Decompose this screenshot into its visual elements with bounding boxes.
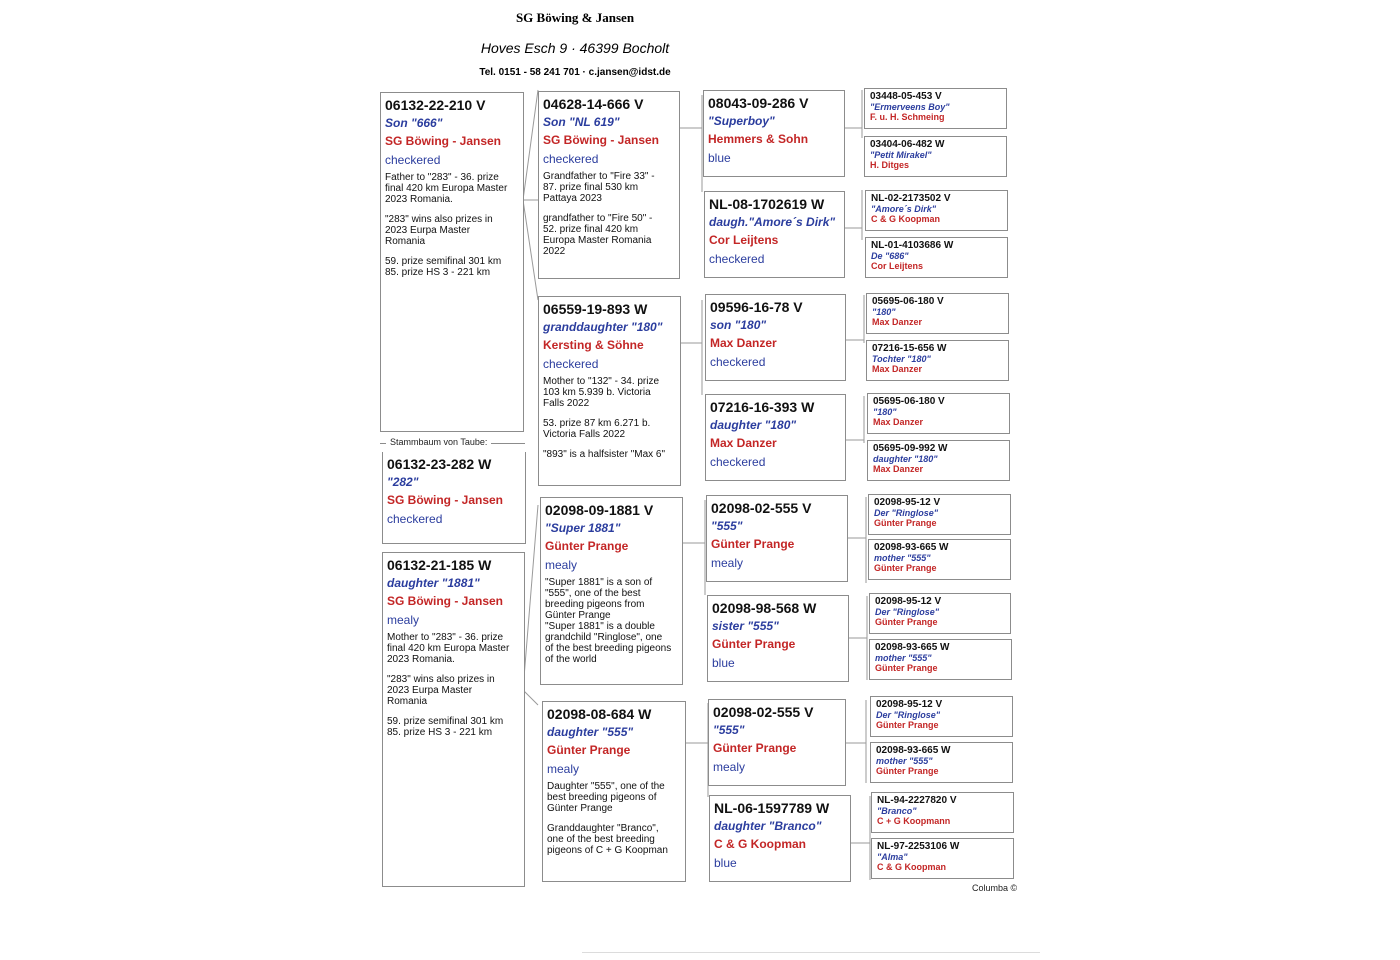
ring-number: 05695-06-180 V [872, 296, 944, 307]
pigeon-name: "Ermerveens Boy" [870, 102, 950, 112]
breeder-name: C & G Koopman [877, 862, 946, 872]
breeder-name: Günter Prange [874, 563, 937, 573]
ring-number: NL-97-2253106 W [877, 841, 960, 852]
pigeon-name: granddaughter "180" [543, 320, 663, 334]
pigeon-color: mealy [711, 556, 744, 570]
gg-grandparent-card [868, 494, 1011, 535]
breeder-name: SG Böwing - Jansen [387, 493, 504, 507]
breeder-name: C & G Koopman [714, 837, 806, 851]
note: 53. prize 87 km 6.271 b. Victoria Falls 2022 [543, 418, 651, 440]
breeder-name: Max Danzer [873, 464, 924, 474]
breeder-name: Max Danzer [872, 317, 923, 327]
note: "893" is a halfsister "Max 6" [543, 449, 666, 460]
breeder-name: Günter Prange [545, 539, 629, 553]
pigeon-color: mealy [713, 760, 746, 774]
ring-number: NL-06-1597789 W [714, 800, 830, 816]
pigeon-name: "180" [872, 307, 896, 317]
breeder-name: Cor Leijtens [709, 233, 779, 247]
breeder-header-address: Hoves Esch 9 · 46399 Bocholt [480, 40, 670, 56]
ring-number: 03404-06-482 W [870, 139, 945, 150]
pigeon-color: checkered [543, 152, 599, 166]
breeder-name: SG Böwing - Jansen [543, 133, 660, 147]
pigeon-color: mealy [387, 613, 420, 627]
great-grandparent-card [706, 495, 848, 582]
breeder-name: Günter Prange [876, 720, 939, 730]
father-card [380, 92, 524, 432]
ring-number: 03448-05-453 V [870, 91, 942, 102]
breeder-name: H. Ditges [870, 160, 910, 170]
great-grandparent-card [709, 795, 851, 882]
ring-number: 02098-93-665 W [875, 642, 950, 653]
great-grandparent-card [705, 294, 846, 381]
ring-number: 08043-09-286 V [708, 95, 809, 111]
pigeon-name: Der "Ringlose" [875, 607, 940, 617]
pigeon-name: "Superboy" [708, 114, 775, 128]
great-grandparent-card [708, 699, 846, 786]
pigeon-color: checkered [709, 252, 765, 266]
pigeon-color: mealy [545, 558, 578, 572]
pigeon-name: De "686" [871, 251, 909, 261]
grandparent-card [542, 701, 686, 882]
breeder-name: Günter Prange [712, 637, 796, 651]
gg-grandparent-card [864, 136, 1007, 177]
gg-grandparent-card [870, 696, 1013, 737]
notes [543, 376, 676, 460]
great-grandparent-card [704, 191, 845, 278]
pigeon-name: Der "Ringlose" [874, 508, 939, 518]
breeder-name: C & G Koopman [871, 214, 940, 224]
gg-grandparent-card [871, 838, 1014, 879]
pigeon-name: daugh."Amore´s Dirk" [709, 215, 836, 229]
gg-grandparent-card [871, 792, 1014, 833]
gg-grandparent-card [866, 340, 1009, 381]
pigeon-name: "Alma" [877, 852, 908, 862]
ring-number: NL-08-1702619 W [709, 196, 825, 212]
breeder-name: Max Danzer [710, 436, 777, 450]
ring-number: 02098-95-12 V [876, 699, 943, 710]
pigeon-name: "555" [711, 519, 743, 533]
note: Father to "283" - 36. prize final 420 km Europa Master 2023 Romania. [385, 172, 508, 205]
pigeon-name: "Branco" [877, 806, 917, 816]
note: 59. prize semifinal 301 km 85. prize HS 3 - 221 km [385, 256, 502, 278]
ring-number: NL-94-2227820 V [877, 795, 957, 806]
gg-grandparent-card [865, 237, 1008, 278]
pigeon-color: blue [708, 151, 731, 165]
ring-number: 02098-95-12 V [875, 596, 942, 607]
note: "283" wins also prizes in 2023 Eurpa Master Romania [385, 214, 493, 247]
breeder-name: Günter Prange [875, 617, 938, 627]
gg-grandparent-card [866, 293, 1009, 334]
breeder-header-name: SG Böwing & Jansen [515, 10, 635, 25]
pigeon-name: "Petit Mirakel" [870, 150, 932, 160]
grandparent-card [540, 497, 683, 685]
pigeon-name: mother "555" [875, 653, 932, 663]
pigeon-name: daughter "Branco" [714, 819, 822, 833]
pigeon-name: mother "555" [876, 756, 933, 766]
pigeon-name: "Super 1881" [545, 521, 621, 535]
breeder-name: Günter Prange [713, 741, 797, 755]
pigeon-color: blue [712, 656, 735, 670]
ring-number: 09596-16-78 V [710, 299, 803, 315]
note: "Super 1881" is a son of "555", one of the best breeding pigeons from Günter Prange "Super 1881" is a double grandchild "Ringlose", one of the best breeding pigeons of the world [545, 577, 672, 665]
note: 59. prize semifinal 301 km 85. prize HS 3 - 221 km [387, 716, 504, 738]
grandparent-card [538, 91, 680, 279]
ring-number: 02098-09-1881 V [545, 502, 654, 518]
ring-number: NL-01-4103686 W [871, 240, 954, 251]
note: Granddaughter "Branco", one of the best breeding pigeons of C + G Koopman [547, 823, 668, 856]
notes [387, 632, 520, 738]
ring-number: 02098-95-12 V [874, 497, 941, 508]
pigeon-name: "282" [387, 475, 419, 489]
pigeon-color: checkered [387, 512, 443, 526]
ring-number: 05695-06-180 V [873, 396, 945, 407]
breeder-name: Max Danzer [872, 364, 923, 374]
page-bottom-rule [582, 952, 1040, 953]
pigeon-name: daughter "555" [547, 725, 634, 739]
gg-grandparent-card [868, 539, 1011, 580]
pigeon-name: daughter "180" [710, 418, 797, 432]
notes [543, 171, 675, 257]
great-grandparent-card [707, 595, 849, 682]
breeder-name: Kersting & Söhne [543, 338, 644, 352]
ring-number: 02098-93-665 W [876, 745, 951, 756]
ring-number: 02098-02-555 V [711, 500, 812, 516]
ring-number: 02098-93-665 W [874, 542, 949, 553]
gg-grandparent-card [870, 742, 1013, 783]
notes [385, 172, 519, 278]
pigeon-color: checkered [543, 357, 599, 371]
gg-grandparent-card [864, 88, 1007, 129]
note: Daughter "555", one of the best breeding pigeons of Günter Prange [547, 781, 665, 814]
pigeon-color: mealy [547, 762, 580, 776]
breeder-name: Günter Prange [874, 518, 937, 528]
pigeon-name: daughter "1881" [387, 576, 480, 590]
grandparent-card [538, 296, 681, 486]
pigeon-color: checkered [710, 355, 766, 369]
breeder-header-contact: Tel. 0151 - 58 241 701 · c.jansen@idst.de [479, 67, 671, 78]
pedigree-label: Stammbaum von Taube: [386, 437, 491, 447]
ring-number: 07216-16-393 W [710, 399, 815, 415]
pigeon-name: Son "666" [385, 116, 443, 130]
breeder-name: Max Danzer [710, 336, 777, 350]
pigeon-name: Der "Ringlose" [876, 710, 941, 720]
pigeon-color: checkered [385, 153, 441, 167]
breeder-name: Günter Prange [875, 663, 938, 673]
note: Grandfather to "Fire 33" - 87. prize final 530 km Pattaya 2023 [543, 171, 655, 204]
ring-number: 06132-21-185 W [387, 557, 492, 573]
pigeon-name: "180" [873, 407, 897, 417]
gg-grandparent-card [867, 440, 1010, 481]
breeder-name: F. u. H. Schmeing [870, 112, 945, 122]
subject-pigeon-card [382, 452, 526, 544]
gg-grandparent-card [869, 639, 1012, 680]
pigeon-color: blue [714, 856, 737, 870]
ring-number: 05695-09-992 W [873, 443, 948, 454]
note: "283" wins also prizes in 2023 Eurpa Master Romania [387, 674, 495, 707]
gg-grandparent-card [869, 593, 1011, 634]
ring-number: 02098-08-684 W [547, 706, 652, 722]
ring-number: 02098-02-555 V [713, 704, 814, 720]
breeder-name: Max Danzer [873, 417, 924, 427]
breeder-name: Hemmers & Sohn [708, 132, 809, 146]
note: Mother to "283" - 36. prize final 420 km Europa Master 2023 Romania. [387, 632, 510, 665]
copyright-footer: Columba © [972, 883, 1018, 893]
ring-number: 06559-19-893 W [543, 301, 648, 317]
ring-number: 06132-22-210 V [385, 97, 486, 113]
pigeon-name: daughter "180" [873, 454, 938, 464]
gg-grandparent-card [865, 190, 1008, 231]
breeder-name: Cor Leijtens [871, 261, 924, 271]
pigeon-name: Tochter "180" [872, 354, 931, 364]
ring-number: NL-02-2173502 V [871, 193, 951, 204]
ring-number: 02098-98-568 W [712, 600, 817, 616]
breeder-name: SG Böwing - Jansen [387, 594, 504, 608]
breeder-name: Günter Prange [876, 766, 939, 776]
ring-number: 07216-15-656 W [872, 343, 947, 354]
notes [547, 781, 681, 856]
gg-grandparent-card [867, 393, 1010, 434]
great-grandparent-card [705, 394, 846, 481]
pigeon-name: son "180" [710, 318, 767, 332]
great-grandparent-card [703, 90, 845, 177]
breeder-name: Günter Prange [711, 537, 795, 551]
note: grandfather to "Fire 50" - 52. prize final 420 km Europa Master Romania 2022 [543, 213, 653, 257]
notes [545, 577, 678, 665]
pigeon-name: mother "555" [874, 553, 931, 563]
mother-card [382, 552, 525, 887]
ring-number: 06132-23-282 W [387, 456, 492, 472]
breeder-name: Günter Prange [547, 743, 631, 757]
pigeon-name: sister "555" [712, 619, 779, 633]
breeder-name: C + G Koopmann [877, 816, 951, 826]
breeder-name: SG Böwing - Jansen [385, 134, 502, 148]
pigeon-color: checkered [710, 455, 766, 469]
ring-number: 04628-14-666 V [543, 96, 644, 112]
pigeon-name: Son "NL 619" [543, 115, 620, 129]
note: Mother to "132" - 34. prize 103 km 5.939 b. Victoria Falls 2022 [543, 376, 660, 409]
pigeon-name: "555" [713, 723, 745, 737]
pigeon-name: "Amore´s Dirk" [871, 204, 937, 214]
